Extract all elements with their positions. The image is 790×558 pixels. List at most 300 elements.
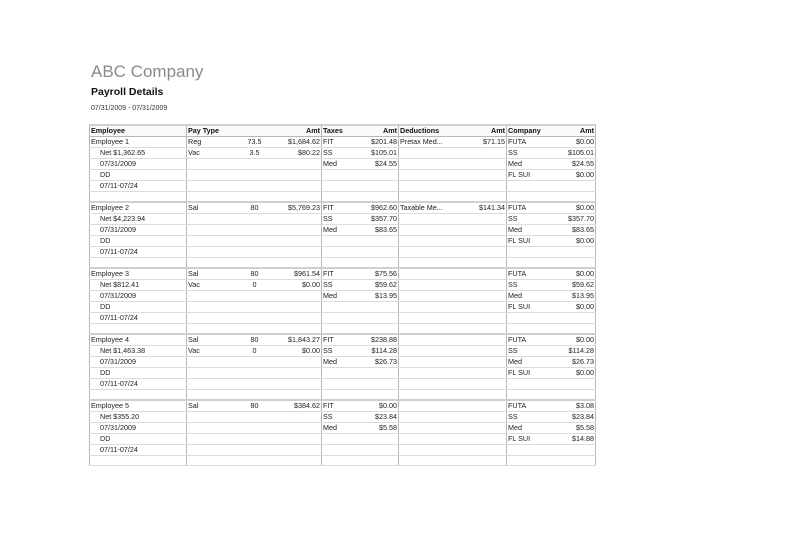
tax-name <box>322 434 360 445</box>
pay-amt <box>275 170 322 181</box>
tax-name: Med <box>322 423 360 434</box>
tax-name <box>322 247 360 258</box>
payroll-table <box>89 124 596 466</box>
empty-cell <box>90 456 187 466</box>
tax-amt <box>360 445 399 456</box>
table-row <box>90 170 596 181</box>
deduction-name <box>399 280 469 291</box>
employee-net: Net $1,362.65 <box>90 148 187 159</box>
deduction-amt <box>469 258 507 269</box>
company-tax-amt <box>555 324 596 335</box>
table-row <box>90 214 596 225</box>
deduction-name <box>399 346 469 357</box>
tax-amt <box>360 181 399 192</box>
deduction-name <box>399 247 469 258</box>
deduction-name <box>399 379 469 390</box>
table-header-row <box>90 125 596 137</box>
pay-hours <box>235 170 275 181</box>
deduction-name: Pretax Med... <box>399 137 469 148</box>
deduction-name <box>399 236 469 247</box>
company-tax-name <box>507 313 555 324</box>
tax-name <box>322 192 360 203</box>
employee-method: DD <box>90 302 187 313</box>
company-tax-amt <box>555 313 596 324</box>
table-row <box>90 434 596 445</box>
pay-type <box>187 258 235 269</box>
table-row <box>90 159 596 170</box>
employee-name: Employee 1 <box>90 137 187 148</box>
company-tax-name: FUTA <box>507 268 555 280</box>
table-row <box>90 236 596 247</box>
tax-amt <box>360 192 399 203</box>
tax-amt: $114.28 <box>360 346 399 357</box>
company-tax-name: SS <box>507 148 555 159</box>
deduction-name <box>399 258 469 269</box>
pay-type: Sal <box>187 400 235 412</box>
tax-amt <box>360 368 399 379</box>
pay-amt <box>275 313 322 324</box>
col-comp-amt: Amt <box>555 125 596 137</box>
pay-hours: 73.5 <box>235 137 275 148</box>
pay-amt <box>275 159 322 170</box>
empty-cell <box>90 258 187 269</box>
tax-name: Med <box>322 357 360 368</box>
tax-amt: $962.60 <box>360 202 399 214</box>
table-row <box>90 324 596 335</box>
company-tax-name: FL SUI <box>507 368 555 379</box>
company-tax-amt: $83.65 <box>555 225 596 236</box>
pay-type <box>187 291 235 302</box>
col-tax-amt: Amt <box>360 125 399 137</box>
deduction-name <box>399 159 469 170</box>
tax-amt: $0.00 <box>360 400 399 412</box>
table-row <box>90 412 596 423</box>
table-row <box>90 423 596 434</box>
company-tax-amt: $13.95 <box>555 291 596 302</box>
tax-name <box>322 181 360 192</box>
table-row <box>90 368 596 379</box>
deduction-amt <box>469 159 507 170</box>
pay-amt: $5,769.23 <box>275 202 322 214</box>
employee-method: DD <box>90 434 187 445</box>
pay-type <box>187 423 235 434</box>
tax-amt <box>360 247 399 258</box>
deduction-name <box>399 214 469 225</box>
deduction-amt <box>469 346 507 357</box>
deduction-name <box>399 456 469 466</box>
company-tax-name <box>507 181 555 192</box>
table-row <box>90 456 596 466</box>
company-tax-amt: $0.00 <box>555 368 596 379</box>
employee-period: 07/11-07/24 <box>90 445 187 456</box>
tax-name: Med <box>322 159 360 170</box>
pay-type <box>187 434 235 445</box>
pay-type <box>187 357 235 368</box>
table-row <box>90 148 596 159</box>
company-tax-amt: $114.28 <box>555 346 596 357</box>
company-tax-name: SS <box>507 214 555 225</box>
employee-date: 07/31/2009 <box>90 225 187 236</box>
col-pay-amt: Amt <box>275 125 322 137</box>
tax-name <box>322 302 360 313</box>
tax-name <box>322 170 360 181</box>
pay-hours: 80 <box>235 202 275 214</box>
company-tax-name <box>507 324 555 335</box>
col-taxes: Taxes <box>322 125 360 137</box>
company-tax-name: Med <box>507 225 555 236</box>
company-tax-name: FUTA <box>507 202 555 214</box>
company-tax-amt: $0.00 <box>555 334 596 346</box>
pay-hours <box>235 302 275 313</box>
empty-cell <box>90 192 187 203</box>
pay-type: Reg <box>187 137 235 148</box>
pay-amt: $1,684.62 <box>275 137 322 148</box>
pay-type <box>187 159 235 170</box>
company-tax-name: FL SUI <box>507 236 555 247</box>
pay-hours: 3.5 <box>235 148 275 159</box>
employee-date: 07/31/2009 <box>90 291 187 302</box>
company-tax-name <box>507 390 555 401</box>
pay-hours <box>235 368 275 379</box>
tax-amt <box>360 456 399 466</box>
deduction-amt <box>469 236 507 247</box>
col-employee: Employee <box>90 125 187 137</box>
pay-type: Vac <box>187 280 235 291</box>
pay-hours <box>235 324 275 335</box>
pay-type: Vac <box>187 346 235 357</box>
pay-amt: $384.62 <box>275 400 322 412</box>
company-tax-name: FUTA <box>507 334 555 346</box>
deduction-name <box>399 400 469 412</box>
pay-hours <box>235 247 275 258</box>
pay-hours <box>235 214 275 225</box>
pay-hours <box>235 225 275 236</box>
deduction-name <box>399 423 469 434</box>
tax-name <box>322 324 360 335</box>
deduction-name <box>399 368 469 379</box>
employee-block-row <box>90 268 596 280</box>
deduction-name <box>399 412 469 423</box>
employee-date: 07/31/2009 <box>90 159 187 170</box>
col-company: Company <box>507 125 555 137</box>
pay-amt: $0.00 <box>275 280 322 291</box>
pay-amt <box>275 390 322 401</box>
tax-name: SS <box>322 280 360 291</box>
tax-amt <box>360 258 399 269</box>
deduction-amt <box>469 324 507 335</box>
company-tax-amt <box>555 247 596 258</box>
deduction-amt <box>469 170 507 181</box>
company-tax-amt: $0.00 <box>555 236 596 247</box>
pay-hours <box>235 412 275 423</box>
tax-amt: $357.70 <box>360 214 399 225</box>
tax-name: FIT <box>322 137 360 148</box>
pay-type <box>187 412 235 423</box>
employee-block-row <box>90 202 596 214</box>
company-tax-amt <box>555 456 596 466</box>
pay-hours <box>235 236 275 247</box>
report-title: Payroll Details <box>91 86 164 98</box>
tax-name: SS <box>322 214 360 225</box>
tax-name: SS <box>322 412 360 423</box>
employee-net: Net $4,223.94 <box>90 214 187 225</box>
pay-amt <box>275 181 322 192</box>
pay-amt <box>275 423 322 434</box>
company-tax-amt: $24.55 <box>555 159 596 170</box>
company-tax-name <box>507 247 555 258</box>
tax-amt <box>360 302 399 313</box>
deduction-name <box>399 434 469 445</box>
col-deductions: Deductions <box>399 125 469 137</box>
pay-amt <box>275 236 322 247</box>
pay-type <box>187 324 235 335</box>
pay-hours <box>235 456 275 466</box>
pay-type: Sal <box>187 268 235 280</box>
tax-amt <box>360 236 399 247</box>
table-row <box>90 291 596 302</box>
deduction-name <box>399 181 469 192</box>
employee-block-row <box>90 400 596 412</box>
deduction-amt <box>469 423 507 434</box>
deduction-amt <box>469 192 507 203</box>
pay-type <box>187 170 235 181</box>
company-tax-name <box>507 379 555 390</box>
pay-type: Sal <box>187 202 235 214</box>
company-tax-name: SS <box>507 346 555 357</box>
tax-amt: $59.62 <box>360 280 399 291</box>
tax-name <box>322 368 360 379</box>
pay-type <box>187 445 235 456</box>
company-tax-amt: $0.00 <box>555 302 596 313</box>
deduction-amt <box>469 390 507 401</box>
company-tax-amt: $23.84 <box>555 412 596 423</box>
table-row <box>90 280 596 291</box>
employee-method: DD <box>90 170 187 181</box>
deduction-name <box>399 225 469 236</box>
pay-type <box>187 390 235 401</box>
table-row <box>90 258 596 269</box>
deduction-name: Taxable Me... <box>399 202 469 214</box>
pay-type <box>187 368 235 379</box>
company-tax-amt <box>555 258 596 269</box>
pay-amt <box>275 379 322 390</box>
employee-period: 07/11-07/24 <box>90 247 187 258</box>
deduction-amt <box>469 148 507 159</box>
company-tax-name: FUTA <box>507 137 555 148</box>
pay-hours <box>235 159 275 170</box>
tax-name: FIT <box>322 202 360 214</box>
company-tax-name <box>507 445 555 456</box>
pay-amt <box>275 225 322 236</box>
pay-type <box>187 225 235 236</box>
deduction-name <box>399 324 469 335</box>
tax-name <box>322 258 360 269</box>
pay-hours <box>235 379 275 390</box>
company-tax-amt: $0.00 <box>555 202 596 214</box>
tax-name <box>322 236 360 247</box>
table-row <box>90 445 596 456</box>
pay-type: Sal <box>187 334 235 346</box>
company-tax-name: FL SUI <box>507 302 555 313</box>
company-name: ABC Company <box>91 62 204 81</box>
pay-hours <box>235 313 275 324</box>
deduction-amt <box>469 225 507 236</box>
pay-amt: $80.22 <box>275 148 322 159</box>
pay-amt: $0.00 <box>275 346 322 357</box>
employee-net: Net $1,463.38 <box>90 346 187 357</box>
deduction-amt: $141.34 <box>469 202 507 214</box>
tax-amt: $105.01 <box>360 148 399 159</box>
pay-type <box>187 214 235 225</box>
pay-type <box>187 456 235 466</box>
tax-amt: $201.48 <box>360 137 399 148</box>
tax-amt: $26.73 <box>360 357 399 368</box>
pay-type <box>187 192 235 203</box>
company-tax-amt: $26.73 <box>555 357 596 368</box>
company-tax-name: Med <box>507 357 555 368</box>
tax-name <box>322 445 360 456</box>
table-row <box>90 247 596 258</box>
pay-hours <box>235 390 275 401</box>
pay-hours <box>235 445 275 456</box>
company-tax-amt: $0.00 <box>555 170 596 181</box>
company-tax-amt <box>555 390 596 401</box>
tax-name: SS <box>322 148 360 159</box>
table-row <box>90 379 596 390</box>
tax-name: FIT <box>322 334 360 346</box>
employee-name: Employee 3 <box>90 268 187 280</box>
deduction-name <box>399 313 469 324</box>
pay-hours: 80 <box>235 268 275 280</box>
table-row <box>90 357 596 368</box>
company-tax-amt <box>555 379 596 390</box>
deduction-name <box>399 334 469 346</box>
pay-type <box>187 247 235 258</box>
company-tax-name: FL SUI <box>507 170 555 181</box>
deduction-name <box>399 148 469 159</box>
pay-amt: $961.54 <box>275 268 322 280</box>
deduction-name <box>399 170 469 181</box>
company-tax-name: Med <box>507 423 555 434</box>
employee-net: Net $812.41 <box>90 280 187 291</box>
pay-amt <box>275 258 322 269</box>
company-tax-name: FL SUI <box>507 434 555 445</box>
employee-period: 07/11-07/24 <box>90 181 187 192</box>
pay-amt <box>275 247 322 258</box>
deduction-name <box>399 291 469 302</box>
tax-name <box>322 456 360 466</box>
pay-amt <box>275 302 322 313</box>
pay-amt <box>275 291 322 302</box>
employee-net: Net $355.20 <box>90 412 187 423</box>
pay-hours <box>235 181 275 192</box>
pay-amt <box>275 324 322 335</box>
company-tax-amt: $105.01 <box>555 148 596 159</box>
employee-block-row <box>90 137 596 148</box>
tax-name <box>322 390 360 401</box>
deduction-amt <box>469 291 507 302</box>
deduction-name <box>399 357 469 368</box>
employee-period: 07/11-07/24 <box>90 313 187 324</box>
pay-amt <box>275 445 322 456</box>
pay-hours <box>235 423 275 434</box>
table-row <box>90 302 596 313</box>
pay-amt <box>275 357 322 368</box>
deduction-amt <box>469 280 507 291</box>
deduction-amt <box>469 334 507 346</box>
deduction-amt <box>469 214 507 225</box>
deduction-amt <box>469 268 507 280</box>
empty-cell <box>90 324 187 335</box>
pay-type <box>187 379 235 390</box>
pay-hours <box>235 192 275 203</box>
deduction-amt <box>469 302 507 313</box>
tax-amt: $13.95 <box>360 291 399 302</box>
company-tax-amt: $14.88 <box>555 434 596 445</box>
pay-amt <box>275 456 322 466</box>
tax-name: FIT <box>322 400 360 412</box>
deduction-name <box>399 302 469 313</box>
payroll-body <box>90 137 596 466</box>
tax-amt <box>360 313 399 324</box>
pay-hours <box>235 291 275 302</box>
col-pay-type: Pay Type <box>187 125 275 137</box>
tax-name: Med <box>322 291 360 302</box>
company-tax-name <box>507 258 555 269</box>
employee-method: DD <box>90 236 187 247</box>
pay-type <box>187 313 235 324</box>
deduction-amt: $71.15 <box>469 137 507 148</box>
pay-amt: $1,843.27 <box>275 334 322 346</box>
company-tax-amt: $5.58 <box>555 423 596 434</box>
employee-period: 07/11-07/24 <box>90 379 187 390</box>
deduction-amt <box>469 434 507 445</box>
deduction-amt <box>469 313 507 324</box>
company-tax-name <box>507 456 555 466</box>
col-ded-amt: Amt <box>469 125 507 137</box>
employee-name: Employee 4 <box>90 334 187 346</box>
tax-amt <box>360 324 399 335</box>
pay-amt <box>275 214 322 225</box>
deduction-amt <box>469 247 507 258</box>
company-tax-name: Med <box>507 291 555 302</box>
company-tax-amt <box>555 445 596 456</box>
pay-type <box>187 302 235 313</box>
pay-amt <box>275 192 322 203</box>
pay-hours: 80 <box>235 334 275 346</box>
pay-hours: 0 <box>235 280 275 291</box>
table-row <box>90 225 596 236</box>
deduction-amt <box>469 456 507 466</box>
deduction-amt <box>469 379 507 390</box>
deduction-name <box>399 390 469 401</box>
company-tax-amt <box>555 181 596 192</box>
pay-type: Vac <box>187 148 235 159</box>
pay-amt <box>275 412 322 423</box>
deduction-name <box>399 268 469 280</box>
tax-amt: $238.88 <box>360 334 399 346</box>
tax-amt <box>360 170 399 181</box>
deduction-amt <box>469 368 507 379</box>
company-tax-name: SS <box>507 280 555 291</box>
tax-amt: $75.56 <box>360 268 399 280</box>
tax-amt <box>360 434 399 445</box>
employee-method: DD <box>90 368 187 379</box>
pay-hours <box>235 258 275 269</box>
deduction-name <box>399 445 469 456</box>
deduction-amt <box>469 181 507 192</box>
company-tax-name: FUTA <box>507 400 555 412</box>
